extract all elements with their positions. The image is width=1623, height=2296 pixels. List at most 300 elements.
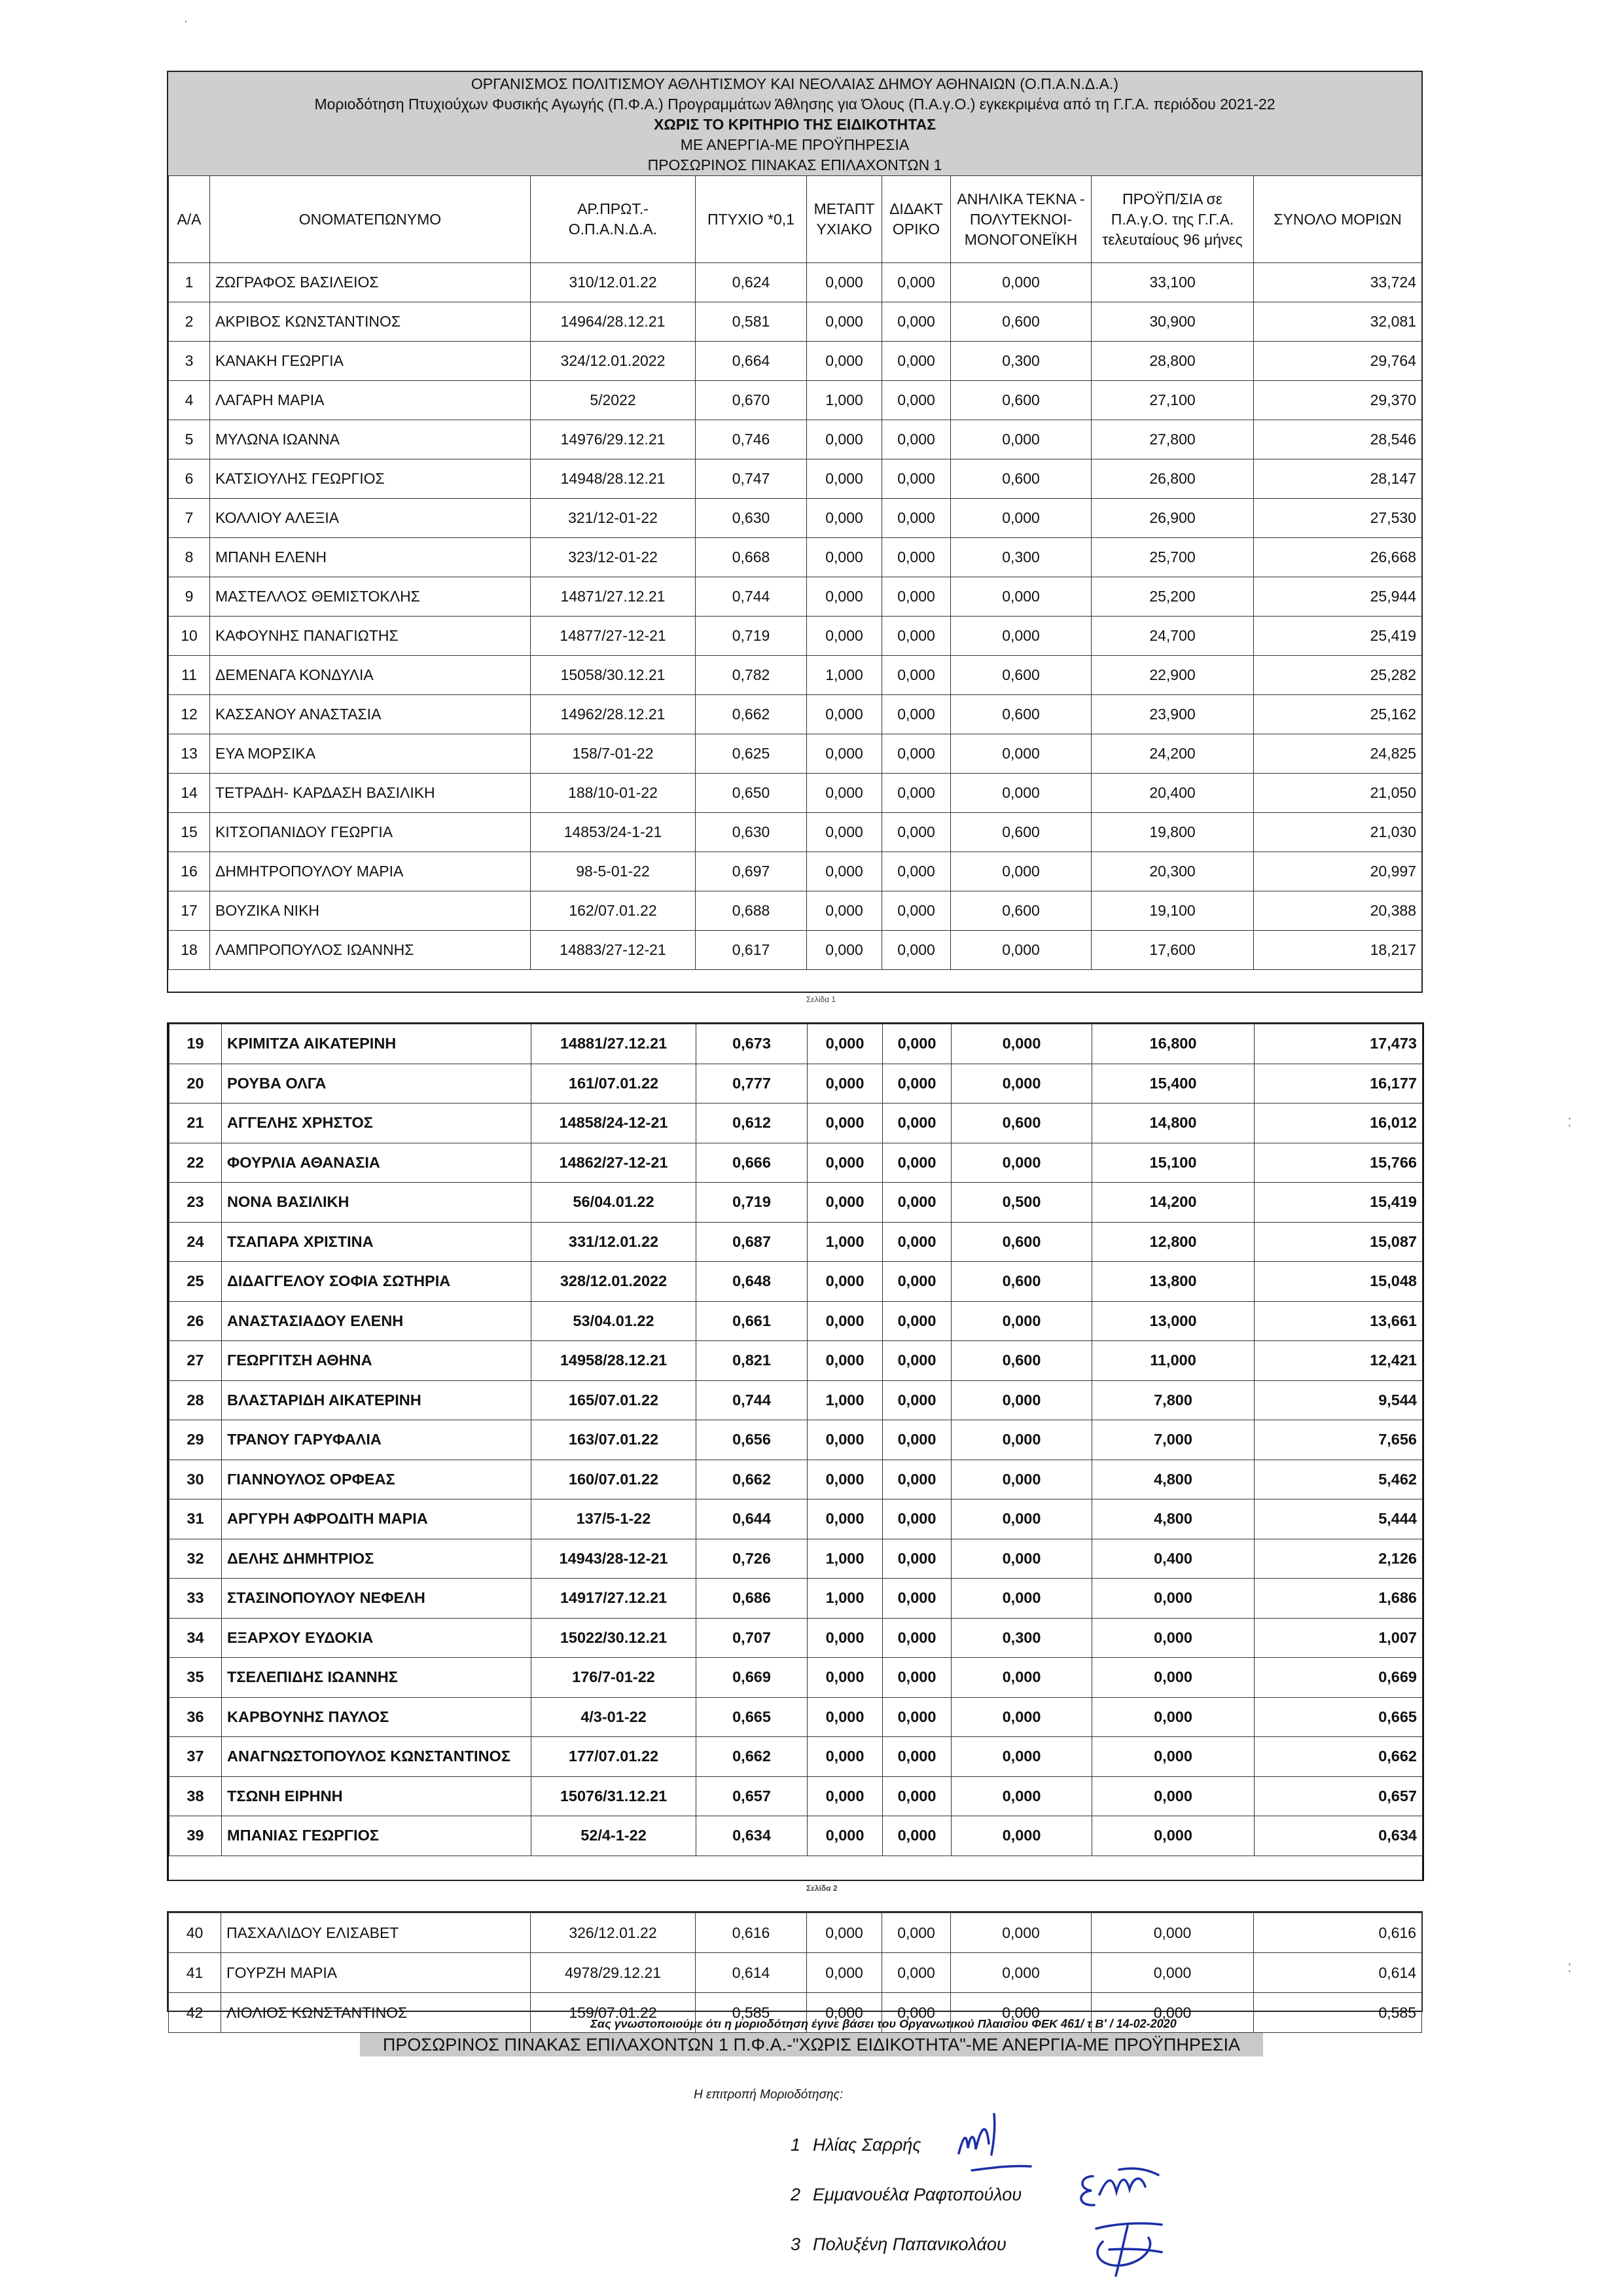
row-children: 0,000: [951, 734, 1092, 774]
row-number: 32: [169, 1539, 222, 1579]
signature-1: [952, 2108, 1050, 2179]
row-postgrad: 0,000: [808, 1143, 883, 1183]
col-header-protocol: ΑΡ.ΠΡΩΤ.- Ο.Π.Α.Ν.Δ.Α.: [531, 176, 696, 263]
row-doctorate: 0,000: [882, 656, 951, 695]
row-doctorate: 0,000: [883, 1183, 952, 1223]
results-table-part-1: [168, 175, 1422, 970]
table-row: [169, 774, 1422, 813]
row-total: 16,177: [1255, 1064, 1423, 1103]
row-degree: 0,782: [696, 656, 807, 695]
row-experience: 7,800: [1092, 1380, 1255, 1420]
row-number: 31: [169, 1499, 222, 1539]
org-title: ΟΡΓΑΝΙΣΜΟΣ ΠΟΛΙΤΙΣΜΟΥ ΑΘΛΗΤΙΣΜΟΥ ΚΑΙ ΝΕΟΛΑΙΑΣ ΔΗΜΟΥ ΑΘΗΝΑΙΩΝ (Ο.Π.Α.Ν.Δ.Α.): [471, 75, 1119, 92]
row-number: 13: [169, 734, 210, 774]
row-postgrad: 0,000: [807, 1993, 882, 2033]
table-header-row: [169, 176, 1422, 263]
row-total: 25,162: [1254, 695, 1422, 734]
row-degree: 0,662: [696, 1460, 808, 1499]
row-doctorate: 0,000: [882, 538, 951, 577]
row-doctorate: 0,000: [882, 381, 951, 420]
row-doctorate: 0,000: [883, 1024, 952, 1064]
table-row: [169, 1953, 1422, 1993]
row-total: 25,419: [1254, 617, 1422, 656]
row-children: 0,000: [951, 1953, 1092, 1993]
row-postgrad: 0,000: [807, 342, 882, 381]
row-protocol: 310/12.01.22: [531, 263, 696, 302]
row-experience: 4,800: [1092, 1460, 1255, 1499]
row-doctorate: 0,000: [883, 1341, 952, 1381]
row-total: 0,662: [1255, 1737, 1423, 1777]
row-number: 42: [169, 1993, 221, 2033]
row-experience: 25,200: [1092, 577, 1254, 617]
table-row: [169, 891, 1422, 931]
row-postgrad: 0,000: [808, 1618, 883, 1658]
row-number: 1: [169, 263, 210, 302]
table-row: [169, 852, 1422, 891]
table-row: [169, 1697, 1423, 1737]
row-degree: 0,624: [696, 263, 807, 302]
row-children: 0,300: [951, 538, 1092, 577]
row-name: ΑΡΓΥΡΗ ΑΦΡΟΔΙΤΗ ΜΑΡΙΑ: [222, 1499, 531, 1539]
row-number: 7: [169, 499, 210, 538]
table-row: [169, 342, 1422, 381]
row-protocol: 159/07.01.22: [531, 1993, 696, 2033]
row-degree: 0,648: [696, 1262, 808, 1302]
row-protocol: 14881/27.12.21: [531, 1024, 696, 1064]
row-children: 0,000: [952, 1816, 1092, 1856]
row-postgrad: 0,000: [807, 499, 882, 538]
row-experience: 0,000: [1092, 1737, 1255, 1777]
row-name: ΔΕΜΕΝΑΓΑ ΚΟΝΔΥΛΙΑ: [210, 656, 531, 695]
row-experience: 14,800: [1092, 1103, 1255, 1143]
row-children: 0,600: [952, 1222, 1092, 1262]
row-children: 0,600: [951, 813, 1092, 852]
signature-2: [1073, 2163, 1171, 2222]
row-doctorate: 0,000: [882, 891, 951, 931]
row-total: 1,686: [1255, 1579, 1423, 1619]
table-page-3: [167, 1911, 1423, 2021]
doc-subtitle: Μοριοδότηση Πτυχιούχων Φυσικής Αγωγής (Π.Φ.Α.) Προγραμμάτων Άθλησης για Όλους (Π.Α.γ.Ο.) εγκεκριμένα από τη Γ.Γ.Α. περιόδου 2021-22: [314, 96, 1275, 113]
row-children: 0,000: [951, 931, 1092, 970]
row-protocol: 14948/28.12.21: [531, 459, 696, 499]
row-children: 0,000: [952, 1539, 1092, 1579]
row-degree: 0,630: [696, 813, 807, 852]
table-row: [169, 1420, 1423, 1460]
table-row: [169, 381, 1422, 420]
row-degree: 0,697: [696, 852, 807, 891]
row-postgrad: 1,000: [808, 1579, 883, 1619]
row-name: ΚΟΛΛΙΟΥ ΑΛΕΞΙΑ: [210, 499, 531, 538]
row-degree: 0,657: [696, 1776, 808, 1816]
row-number: 14: [169, 774, 210, 813]
row-children: 0,500: [952, 1183, 1092, 1223]
row-number: 8: [169, 538, 210, 577]
row-degree: 0,673: [696, 1024, 808, 1064]
condition-title: ΜΕ ΑΝΕΡΓΙΑ-ΜΕ ΠΡΟΫΠΗΡΕΣΙΑ: [680, 136, 910, 153]
row-experience: 0,000: [1092, 1913, 1254, 1953]
row-children: 0,600: [951, 381, 1092, 420]
row-children: 0,000: [952, 1064, 1092, 1103]
table-row: [169, 1380, 1423, 1420]
row-degree: 0,719: [696, 1183, 808, 1223]
table-row: [169, 695, 1422, 734]
row-total: 7,656: [1255, 1420, 1423, 1460]
table-row: [169, 813, 1422, 852]
row-total: 20,997: [1254, 852, 1422, 891]
row-doctorate: 0,000: [882, 459, 951, 499]
table-row: [169, 1064, 1423, 1103]
row-degree: 0,661: [696, 1301, 808, 1341]
table-row: [169, 420, 1422, 459]
row-postgrad: 0,000: [808, 1064, 883, 1103]
row-postgrad: 1,000: [808, 1222, 883, 1262]
row-doctorate: 0,000: [883, 1697, 952, 1737]
row-name: ΚΑΤΣΙΟΥΛΗΣ ΓΕΩΡΓΙΟΣ: [210, 459, 531, 499]
row-total: 5,444: [1255, 1499, 1423, 1539]
row-protocol: 137/5-1-22: [531, 1499, 696, 1539]
row-total: 27,530: [1254, 499, 1422, 538]
row-doctorate: 0,000: [883, 1737, 952, 1777]
table-row: [169, 1024, 1423, 1064]
row-degree: 0,686: [696, 1579, 808, 1619]
row-protocol: 14883/27-12-21: [531, 931, 696, 970]
row-protocol: 15022/30.12.21: [531, 1618, 696, 1658]
row-experience: 0,000: [1092, 1618, 1255, 1658]
row-name: ΒΟΥΖΙΚΑ ΝΙΚΗ: [210, 891, 531, 931]
row-children: 0,000: [951, 852, 1092, 891]
row-experience: 13,800: [1092, 1262, 1255, 1302]
row-name: ΕΥΑ ΜΟΡΣΙΚΑ: [210, 734, 531, 774]
row-experience: 13,000: [1092, 1301, 1255, 1341]
row-experience: 0,000: [1092, 1776, 1255, 1816]
table-row: [169, 1143, 1423, 1183]
row-name: ΓΕΩΡΓΙΤΣΗ ΑΘΗΝΑ: [222, 1341, 531, 1381]
row-number: 26: [169, 1301, 222, 1341]
row-protocol: 14943/28-12-21: [531, 1539, 696, 1579]
row-number: 25: [169, 1262, 222, 1302]
row-doctorate: 0,000: [883, 1301, 952, 1341]
row-postgrad: 0,000: [808, 1420, 883, 1460]
row-name: ΛΙΟΛΙΟΣ ΚΩΝΣΤΑΝΤΙΝΟΣ: [221, 1993, 531, 2033]
col-header-children: ΑΝΗΛΙΚΑ ΤΕΚΝΑ - ΠΟΛΥΤΕΚΝΟΙ- ΜΟΝΟΓΟΝΕΪΚΗ: [951, 176, 1092, 263]
row-experience: 19,800: [1092, 813, 1254, 852]
row-children: 0,000: [952, 1697, 1092, 1737]
row-protocol: 52/4-1-22: [531, 1816, 696, 1856]
row-number: 38: [169, 1776, 222, 1816]
row-total: 28,147: [1254, 459, 1422, 499]
row-name: ΓΟΥΡΖΗ ΜΑΡΙΑ: [221, 1953, 531, 1993]
row-degree: 0,664: [696, 342, 807, 381]
scan-mark: :: [1567, 1958, 1572, 1976]
row-name: ΡΟΥΒΑ ΟΛΓΑ: [222, 1064, 531, 1103]
row-number: 9: [169, 577, 210, 617]
row-degree: 0,612: [696, 1103, 808, 1143]
table-row: [169, 617, 1422, 656]
row-number: 19: [169, 1024, 222, 1064]
row-experience: 23,900: [1092, 695, 1254, 734]
row-name: ΚΑΦΟΥΝΗΣ ΠΑΝΑΓΙΩΤΗΣ: [210, 617, 531, 656]
row-number: 20: [169, 1064, 222, 1103]
row-number: 10: [169, 617, 210, 656]
row-postgrad: 0,000: [808, 1737, 883, 1777]
row-experience: 16,800: [1092, 1024, 1255, 1064]
row-doctorate: 0,000: [882, 499, 951, 538]
row-children: 0,000: [951, 617, 1092, 656]
row-protocol: 53/04.01.22: [531, 1301, 696, 1341]
row-degree: 0,726: [696, 1539, 808, 1579]
row-total: 21,030: [1254, 813, 1422, 852]
legal-footnote: Σας γνωστοποιούμε ότι η μοριοδότηση έγινε βάσει του Οργανωτικού Πλαισίου ΦΕΚ 461/ τ Β' / 14-02-2020: [590, 2017, 1177, 2030]
row-doctorate: 0,000: [882, 695, 951, 734]
col-header-experience: ΠΡΟΫΠ/ΣΙΑ σε Π.Α.γ.Ο. της Γ.Γ.Α. τελευταίους 96 μήνες: [1092, 176, 1254, 263]
row-protocol: 160/07.01.22: [531, 1460, 696, 1499]
row-postgrad: 1,000: [808, 1539, 883, 1579]
table-row: [169, 1737, 1423, 1777]
row-protocol: 5/2022: [531, 381, 696, 420]
row-children: 0,000: [951, 774, 1092, 813]
row-doctorate: 0,000: [883, 1460, 952, 1499]
row-postgrad: 0,000: [807, 263, 882, 302]
row-degree: 0,656: [696, 1420, 808, 1460]
row-doctorate: 0,000: [882, 420, 951, 459]
row-number: 28: [169, 1380, 222, 1420]
row-number: 5: [169, 420, 210, 459]
row-degree: 0,644: [696, 1499, 808, 1539]
row-total: 24,825: [1254, 734, 1422, 774]
row-degree: 0,821: [696, 1341, 808, 1381]
table-row: [169, 734, 1422, 774]
row-experience: 0,000: [1092, 1816, 1255, 1856]
row-doctorate: 0,000: [882, 1993, 951, 2033]
row-name: ΔΗΜΗΤΡΟΠΟΥΛΟΥ ΜΑΡΙΑ: [210, 852, 531, 891]
row-degree: 0,634: [696, 1816, 808, 1856]
committee-member-1: 1 Ηλίας Σαρρής: [791, 2135, 921, 2155]
row-total: 0,657: [1255, 1776, 1423, 1816]
row-experience: 0,000: [1092, 1993, 1254, 2033]
row-protocol: 176/7-01-22: [531, 1658, 696, 1698]
row-number: 11: [169, 656, 210, 695]
row-degree: 0,688: [696, 891, 807, 931]
row-postgrad: 0,000: [807, 577, 882, 617]
row-experience: 0,000: [1092, 1579, 1255, 1619]
row-degree: 0,669: [696, 1658, 808, 1698]
row-postgrad: 0,000: [807, 931, 882, 970]
table-row: [169, 1776, 1423, 1816]
row-experience: 22,900: [1092, 656, 1254, 695]
results-table-part-2: [169, 1024, 1423, 1856]
row-number: 30: [169, 1460, 222, 1499]
table-row: [169, 1262, 1423, 1302]
table-row: [169, 302, 1422, 342]
row-protocol: 98-5-01-22: [531, 852, 696, 891]
table-row: [169, 1103, 1423, 1143]
row-experience: 14,200: [1092, 1183, 1255, 1223]
row-total: 15,766: [1255, 1143, 1423, 1183]
row-total: 32,081: [1254, 302, 1422, 342]
row-degree: 0,581: [696, 302, 807, 342]
row-number: 24: [169, 1222, 222, 1262]
row-number: 39: [169, 1816, 222, 1856]
row-name: ΛΑΓΑΡΗ ΜΑΡΙΑ: [210, 381, 531, 420]
table-row: [169, 1816, 1423, 1856]
row-experience: 30,900: [1092, 302, 1254, 342]
table-row: [169, 459, 1422, 499]
row-protocol: 14976/29.12.21: [531, 420, 696, 459]
row-postgrad: 0,000: [807, 302, 882, 342]
row-total: 13,661: [1255, 1301, 1423, 1341]
row-number: 3: [169, 342, 210, 381]
row-total: 0,634: [1255, 1816, 1423, 1856]
row-number: 36: [169, 1697, 222, 1737]
row-children: 0,600: [952, 1262, 1092, 1302]
row-protocol: 158/7-01-22: [531, 734, 696, 774]
row-protocol: 14853/24-1-21: [531, 813, 696, 852]
page-label-1: Σελίδα 1: [806, 995, 836, 1004]
row-degree: 0,666: [696, 1143, 808, 1183]
row-experience: 28,800: [1092, 342, 1254, 381]
committee-member-2: 2 Εμμανουέλα Ραφτοπούλου: [791, 2185, 1022, 2204]
row-name: ΠΑΣΧΑΛΙΔΟΥ ΕΛΙΣΑΒΕΤ: [221, 1913, 531, 1953]
table-body-part-2: [169, 1024, 1423, 1856]
col-header-name: ΟΝΟΜΑΤΕΠΩΝΥΜΟ: [210, 176, 531, 263]
row-postgrad: 0,000: [807, 617, 882, 656]
row-total: 28,546: [1254, 420, 1422, 459]
row-doctorate: 0,000: [882, 263, 951, 302]
row-postgrad: 0,000: [807, 538, 882, 577]
row-doctorate: 0,000: [883, 1143, 952, 1183]
row-protocol: 323/12-01-22: [531, 538, 696, 577]
row-name: ΒΛΑΣΤΑΡΙΔΗ ΑΙΚΑΤΕΡΙΝΗ: [222, 1380, 531, 1420]
row-postgrad: 0,000: [807, 1913, 882, 1953]
table-page-2: [167, 1022, 1424, 1881]
row-total: 15,419: [1255, 1183, 1423, 1223]
row-number: 21: [169, 1103, 222, 1143]
row-protocol: 14962/28.12.21: [531, 695, 696, 734]
row-number: 12: [169, 695, 210, 734]
row-number: 27: [169, 1341, 222, 1381]
row-protocol: 165/07.01.22: [531, 1380, 696, 1420]
row-postgrad: 0,000: [808, 1103, 883, 1143]
row-degree: 0,744: [696, 1380, 808, 1420]
row-name: ΓΙΑΝΝΟΥΛΟΣ ΟΡΦΕΑΣ: [222, 1460, 531, 1499]
row-doctorate: 0,000: [882, 734, 951, 774]
table-row: [169, 577, 1422, 617]
col-header-postgrad: ΜΕΤΑΠΤ ΥΧΙΑΚΟ: [807, 176, 882, 263]
table-row: [169, 1913, 1422, 1953]
scan-mark: :: [1567, 1113, 1572, 1130]
table-row: [169, 1618, 1423, 1658]
row-postgrad: 0,000: [808, 1183, 883, 1223]
row-doctorate: 0,000: [882, 1913, 951, 1953]
row-total: 33,724: [1254, 263, 1422, 302]
row-number: 41: [169, 1953, 221, 1993]
table-body-part-3: [169, 1913, 1422, 2033]
row-protocol: 14964/28.12.21: [531, 302, 696, 342]
row-number: 35: [169, 1658, 222, 1698]
row-doctorate: 0,000: [883, 1579, 952, 1619]
row-protocol: 324/12.01.2022: [531, 342, 696, 381]
row-postgrad: 0,000: [808, 1262, 883, 1302]
row-name: ΤΣΩΝΗ ΕΙΡΗΝΗ: [222, 1776, 531, 1816]
row-number: 2: [169, 302, 210, 342]
row-postgrad: 0,000: [807, 695, 882, 734]
row-children: 0,000: [951, 420, 1092, 459]
row-degree: 0,687: [696, 1222, 808, 1262]
row-number: 33: [169, 1579, 222, 1619]
row-children: 0,000: [952, 1143, 1092, 1183]
row-name: ΤΡΑΝΟΥ ΓΑΡΥΦΑΛΙΑ: [222, 1420, 531, 1460]
row-postgrad: 0,000: [808, 1499, 883, 1539]
row-doctorate: 0,000: [883, 1816, 952, 1856]
row-total: 2,126: [1255, 1539, 1423, 1579]
table-row: [169, 1183, 1423, 1223]
row-doctorate: 0,000: [883, 1262, 952, 1302]
row-degree: 0,707: [696, 1618, 808, 1658]
row-name: ΚΑΡΒΟΥΝΗΣ ΠΑΥΛΟΣ: [222, 1697, 531, 1737]
document-header: [168, 72, 1421, 175]
row-degree: 0,625: [696, 734, 807, 774]
row-postgrad: 1,000: [807, 656, 882, 695]
row-children: 0,000: [952, 1024, 1092, 1064]
row-total: 25,282: [1254, 656, 1422, 695]
row-experience: 19,100: [1092, 891, 1254, 931]
row-protocol: 162/07.01.22: [531, 891, 696, 931]
row-number: 23: [169, 1183, 222, 1223]
committee-title: Η επιτροπή Μοριοδότησης:: [694, 2088, 844, 2102]
table-row: [169, 1460, 1423, 1499]
table-row: [169, 1658, 1423, 1698]
row-name: ΛΑΜΠΡΟΠΟΥΛΟΣ ΙΩΑΝΝΗΣ: [210, 931, 531, 970]
row-protocol: 177/07.01.22: [531, 1737, 696, 1777]
row-children: 0,000: [952, 1499, 1092, 1539]
row-degree: 0,616: [696, 1913, 807, 1953]
col-header-aa: Α/Α: [169, 176, 210, 263]
signature-3: [1083, 2215, 1175, 2281]
row-children: 0,300: [952, 1618, 1092, 1658]
row-degree: 0,662: [696, 1737, 808, 1777]
row-doctorate: 0,000: [883, 1539, 952, 1579]
row-postgrad: 0,000: [807, 774, 882, 813]
col-header-total: ΣΥΝΟΛΟ ΜΟΡΙΩΝ: [1254, 176, 1422, 263]
row-number: 16: [169, 852, 210, 891]
row-name: ΦΟΥΡΛΙΑ ΑΘΑΝΑΣΙΑ: [222, 1143, 531, 1183]
row-children: 0,000: [952, 1737, 1092, 1777]
row-number: 29: [169, 1420, 222, 1460]
row-experience: 15,400: [1092, 1064, 1255, 1103]
row-doctorate: 0,000: [882, 302, 951, 342]
row-experience: 24,200: [1092, 734, 1254, 774]
row-degree: 0,746: [696, 420, 807, 459]
row-children: 0,000: [952, 1776, 1092, 1816]
row-postgrad: 0,000: [808, 1341, 883, 1381]
row-number: 34: [169, 1618, 222, 1658]
row-experience: 7,000: [1092, 1420, 1255, 1460]
row-protocol: 326/12.01.22: [531, 1913, 696, 1953]
row-name: ΚΑΣΣΑΝΟΥ ΑΝΑΣΤΑΣΙΑ: [210, 695, 531, 734]
row-degree: 0,777: [696, 1064, 808, 1103]
row-doctorate: 0,000: [883, 1499, 952, 1539]
row-name: ΕΞΑΡΧΟΥ ΕΥΔΟΚΙΑ: [222, 1618, 531, 1658]
row-experience: 24,700: [1092, 617, 1254, 656]
committee-member-3: 3 Πολυξένη Παπανικολάου: [791, 2234, 1007, 2254]
row-total: 0,665: [1255, 1697, 1423, 1737]
footer-banner: ΠΡΟΣΩΡΙΝΟΣ ΠΙΝΑΚΑΣ ΕΠΙΛΑΧΟΝΤΩΝ 1 Π.Φ.Α.-"ΧΩΡΙΣ ΕΙΔΙΚΟΤΗΤΑ"-ΜΕ ΑΝΕΡΓΙΑ-ΜΕ ΠΡΟΫΠΗΡΕΣΙΑ: [360, 2033, 1263, 2056]
row-experience: 0,000: [1092, 1953, 1254, 1993]
table-body-part-1: [169, 263, 1422, 970]
row-experience: 26,900: [1092, 499, 1254, 538]
row-protocol: 4/3-01-22: [531, 1697, 696, 1737]
row-protocol: 15076/31.12.21: [531, 1776, 696, 1816]
